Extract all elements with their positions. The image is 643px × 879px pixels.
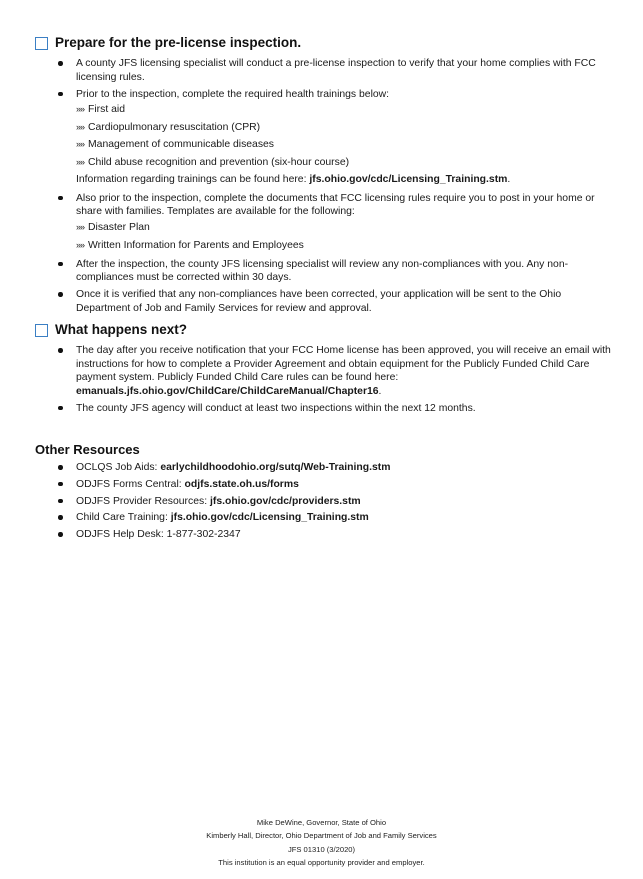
- double-chevron-icon: »»: [76, 139, 85, 150]
- training-item: »» Cardiopulmonary resuscitation (CPR): [76, 121, 261, 133]
- training-item: »» First aid: [76, 104, 125, 116]
- list-item: [0, 528, 643, 542]
- footer: [0, 816, 643, 870]
- training-info: Information regarding trainings can be found here: jfs.ohio.gov/cdc/Licensing_Training.stm.: [76, 173, 511, 185]
- forms-central-link[interactable]: odjfs.state.oh.us/forms: [184, 478, 299, 490]
- prepare-header: [0, 37, 643, 57]
- list-item: The day after you receive notification that your FCC Home license has been approved, you will receive an email with instructions for how to complete a Provider Agreement and obtain equipment for the Publicly Funded Child Care payment system. Publicly Funded Child Care rules can be found here: emanuals.jfs.ohio.gov/ChildCare/ChildCareManual/Chapter16.: [0, 344, 643, 398]
- other-resources-title: Other Resources: [35, 442, 140, 457]
- manual-link[interactable]: emanuals.jfs.ohio.gov/ChildCare/ChildCareManual/Chapter16: [76, 385, 379, 397]
- job-aids-link[interactable]: earlychildhoodohio.org/sutq/Web-Training.stm: [160, 462, 391, 473]
- next-checkbox[interactable]: [35, 324, 48, 337]
- bullet-icon: [58, 482, 63, 487]
- bullet-icon: [58, 292, 63, 297]
- next-header: [0, 324, 643, 344]
- footer-form-number: JFS 01310 (3/2020): [287, 844, 356, 854]
- bullet-icon: [58, 406, 63, 411]
- bullet-icon: [58, 348, 63, 353]
- list-item: The county JFS agency will conduct at least two inspections within the next 12 months.: [0, 402, 643, 416]
- list-item: OCLQS Job Aids: earlychildhoodohio.org/sutq/Web-Training.stm: [0, 461, 643, 475]
- child-care-training-link[interactable]: jfs.ohio.gov/cdc/Licensing_Training.stm: [170, 512, 369, 524]
- prepare-list: [0, 57, 643, 316]
- list-item: ODJFS Forms Central: odjfs.state.oh.us/forms: [0, 478, 643, 492]
- footer-director: Kimberly Hall, Director, Ohio Department of Job and Family Services: [206, 831, 437, 841]
- list-item: After the inspection, the county JFS licensing specialist will review any non-compliances with you. Any non-compliances must be corrected within 30 days.: [0, 258, 643, 285]
- double-chevron-icon: »»: [76, 104, 85, 115]
- double-chevron-icon: »»: [76, 239, 85, 250]
- list-item: A county JFS licensing specialist will conduct a pre-license inspection to verify that your home complies with FCC licensing rules.: [0, 57, 643, 84]
- bullet-icon: [58, 499, 63, 504]
- footer-equal-opportunity: This institution is an equal opportunity provider and employer.: [218, 858, 425, 868]
- training-link[interactable]: jfs.ohio.gov/cdc/Licensing_Training.stm: [309, 173, 508, 185]
- list-item: ODJFS Provider Resources: jfs.ohio.gov/cdc/providers.stm: [0, 495, 643, 509]
- resources-list: [0, 461, 643, 542]
- list-item: Once it is verified that any non-compliances have been corrected, your application will be sent to the Ohio Department of Job and Family Services for review and approval.: [0, 288, 643, 315]
- bullet-icon: [58, 61, 63, 66]
- help-desk-text: ODJFS Help Desk: 1-877-302-2347: [76, 529, 241, 541]
- list-item: Prior to the inspection, complete the required health trainings below: »» First aid »» Cardiopulmonary resuscitation (CPR) »» Management of communicable diseases »» Child abuse recognition and prevention (six-hour course) Information regarding trainings can be found here: jfs.ohio.gov/cdc/Licensing_Training.stm.: [0, 88, 643, 189]
- double-chevron-icon: »»: [76, 221, 85, 232]
- bullet-icon: [58, 465, 63, 470]
- provider-resources-link[interactable]: jfs.ohio.gov/cdc/providers.stm: [209, 495, 361, 507]
- prepare-section: [0, 37, 643, 319]
- document-item: »» Disaster Plan: [76, 221, 150, 233]
- next-title: What happens next?: [55, 322, 188, 337]
- bullet-icon: [58, 196, 63, 201]
- prepare-checkbox[interactable]: [35, 37, 48, 50]
- next-list: [0, 344, 643, 415]
- document-item: »» Written Information for Parents and Employees: [76, 239, 304, 251]
- list-item: Child Care Training: jfs.ohio.gov/cdc/Licensing_Training.stm: [0, 511, 643, 525]
- training-item: »» Management of communicable diseases: [76, 139, 274, 151]
- prepare-title: Prepare for the pre-license inspection.: [55, 35, 302, 50]
- training-item: »» Child abuse recognition and prevention (six-hour course): [76, 157, 350, 169]
- bullet-icon: [58, 92, 63, 97]
- double-chevron-icon: »»: [76, 157, 85, 168]
- bullet-icon: [58, 262, 63, 267]
- bullet-icon: [58, 515, 63, 520]
- list-item: Also prior to the inspection, complete the documents that FCC licensing rules require you to post in your home or share with families. Templates are available for the following: »» Disaster Plan »» Written Information for Parents and Employees: [0, 192, 643, 254]
- double-chevron-icon: »»: [76, 121, 85, 132]
- footer-governor: Mike DeWine, Governor, State of Ohio: [256, 818, 387, 827]
- next-section: [0, 324, 643, 419]
- other-resources-section: [0, 461, 643, 545]
- bullet-icon: [58, 532, 63, 537]
